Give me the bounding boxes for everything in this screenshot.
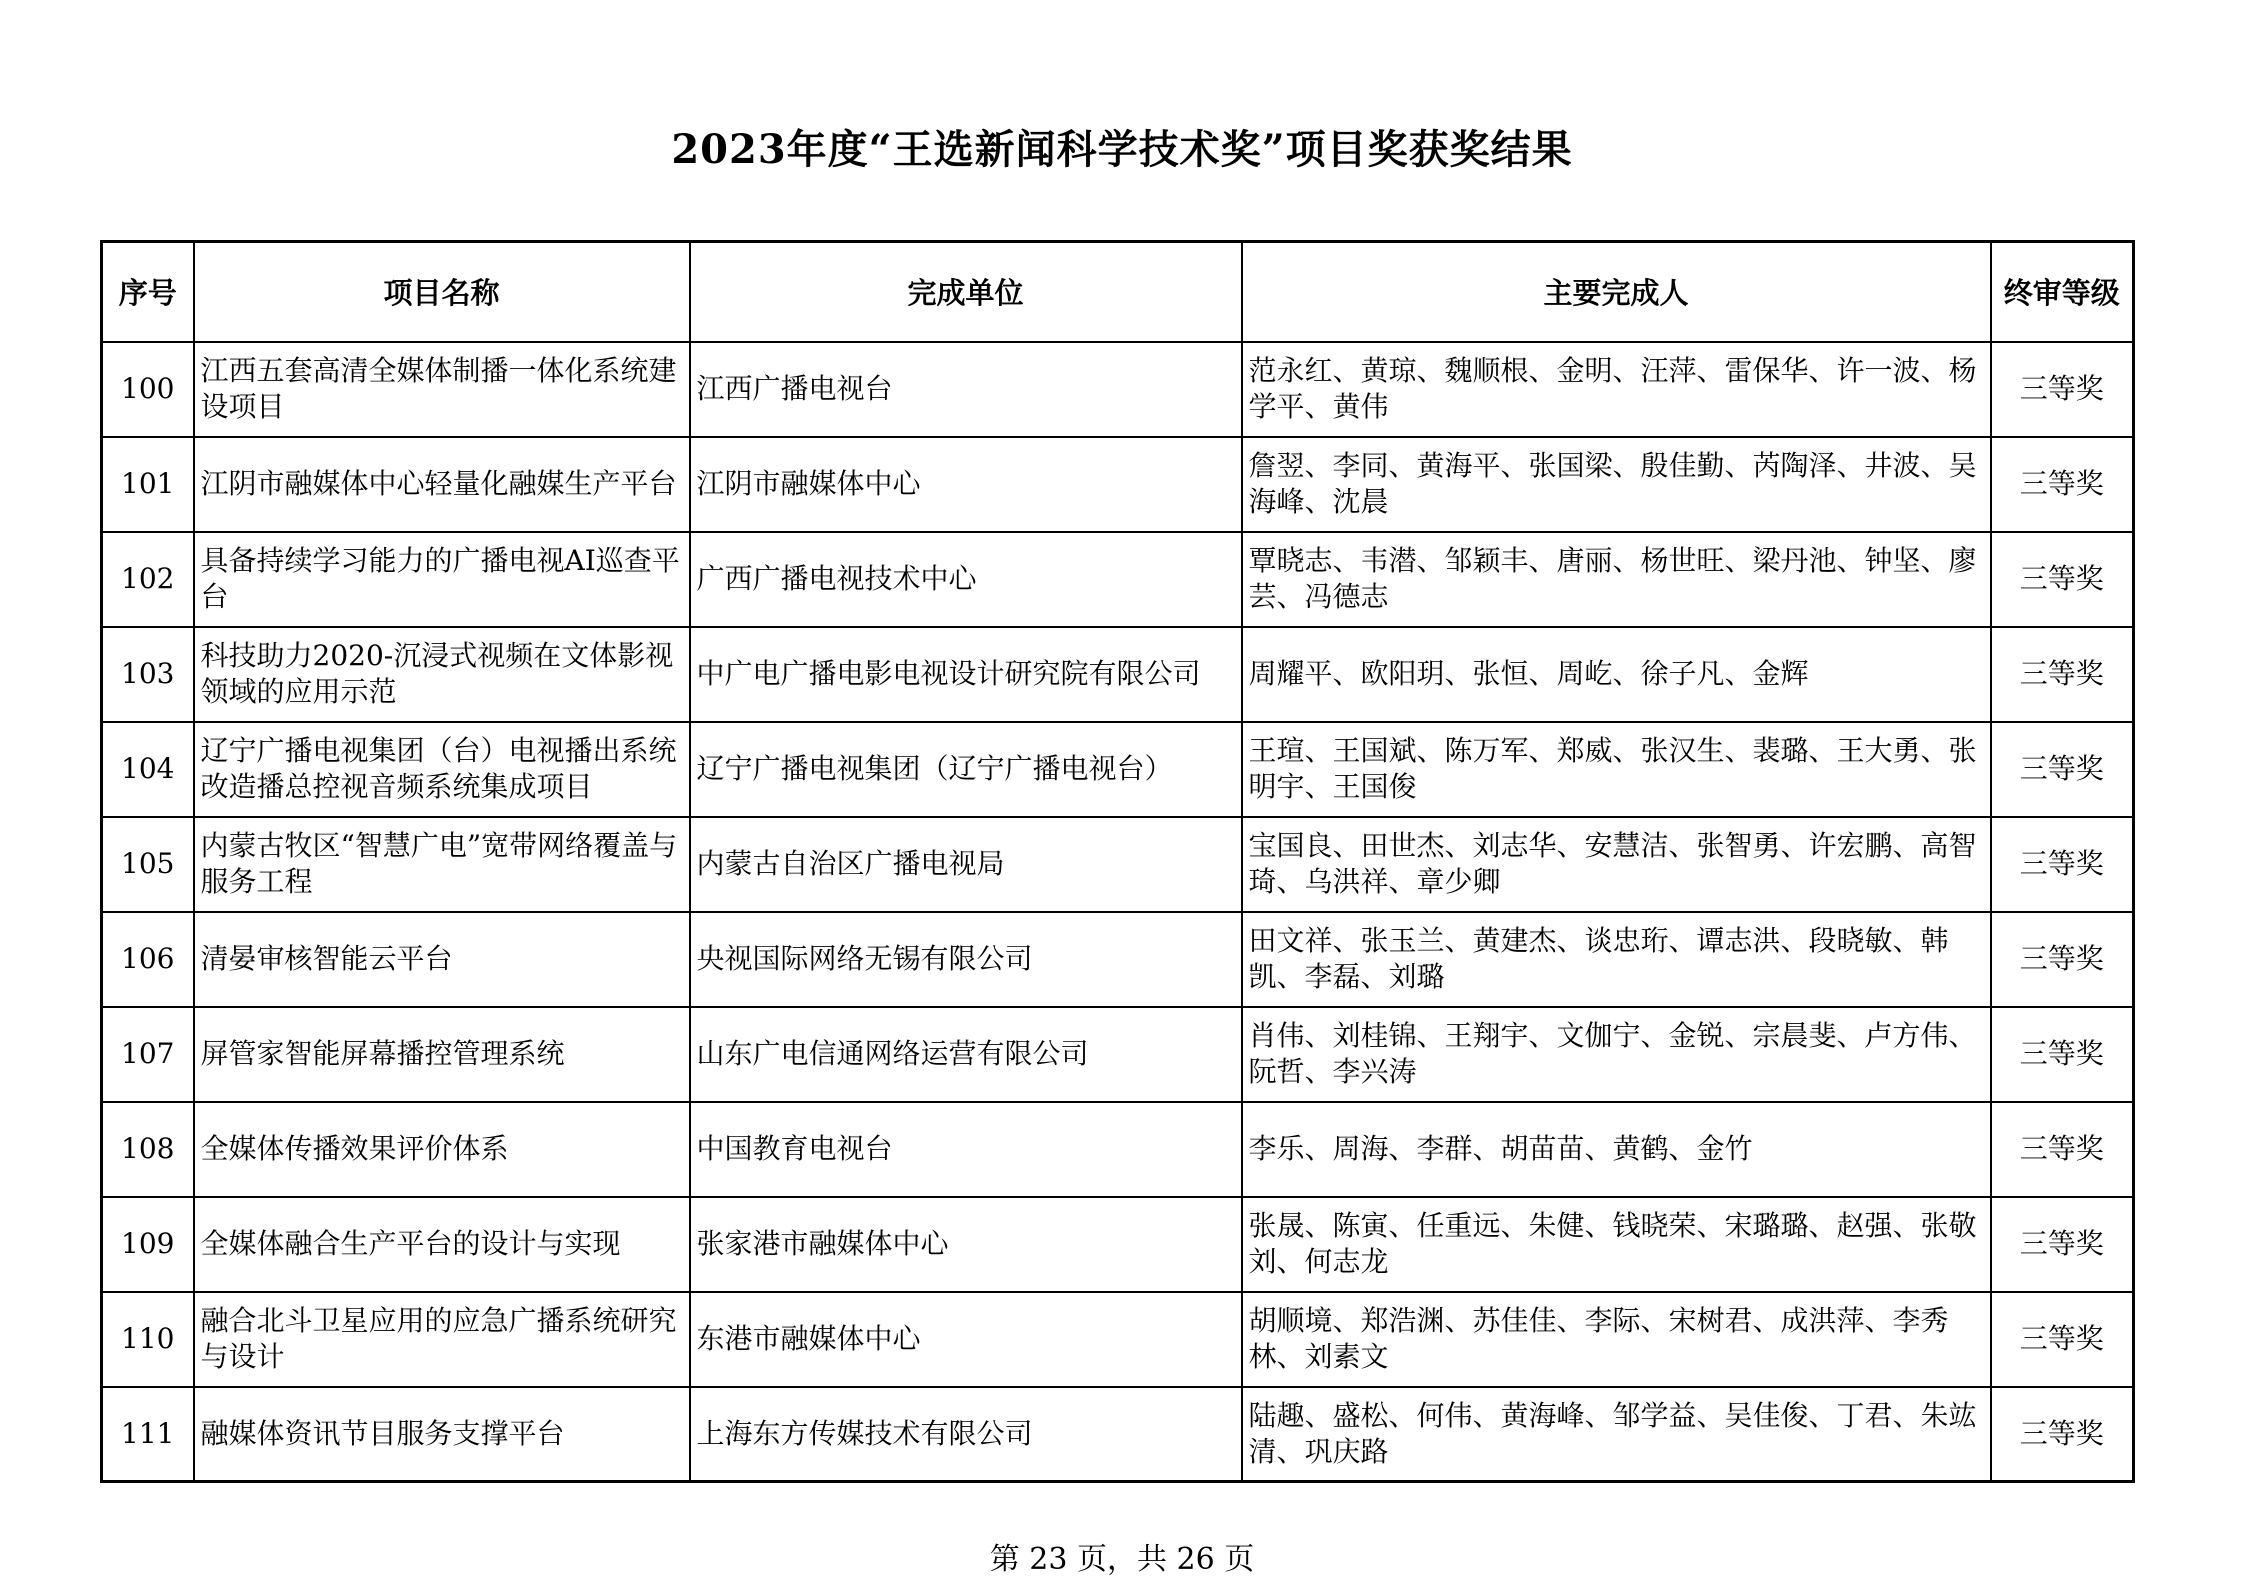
project-name: 辽宁广播电视集团（台）电视播出系统改造播总控视音频系统集成项目: [194, 722, 690, 817]
table-header-row: [102, 242, 2134, 342]
final-grade: 三等奖: [1991, 627, 2134, 722]
final-grade: 三等奖: [1991, 437, 2134, 532]
header-people: 主要完成人: [1242, 242, 1991, 342]
main-contributors: 李乐、周海、李群、胡苗苗、黄鹤、金竹: [1242, 1102, 1991, 1197]
table-row: [102, 1007, 2134, 1102]
main-contributors: 詹翌、李同、黄海平、张国梁、殷佳勤、芮陶泽、井波、吴海峰、沈晨: [1242, 437, 1991, 532]
row-number: 106: [102, 912, 194, 1007]
row-number: 109: [102, 1197, 194, 1292]
project-name: 全媒体传播效果评价体系: [194, 1102, 690, 1197]
row-number: 104: [102, 722, 194, 817]
table-row: [102, 342, 2134, 437]
project-name: 内蒙古牧区“智慧广电”宽带网络覆盖与服务工程: [194, 817, 690, 912]
main-contributors: 陆趣、盛松、何伟、黄海峰、邹学益、吴佳俊、丁君、朱竑清、巩庆路: [1242, 1387, 1991, 1482]
row-number: 101: [102, 437, 194, 532]
main-contributors: 宝国良、田世杰、刘志华、安慧洁、张智勇、许宏鹏、高智琦、乌洪祥、章少卿: [1242, 817, 1991, 912]
header-grade: 终审等级: [1991, 242, 2134, 342]
completion-unit: 张家港市融媒体中心: [690, 1197, 1242, 1292]
final-grade: 三等奖: [1991, 1387, 2134, 1482]
project-name: 屏管家智能屏幕播控管理系统: [194, 1007, 690, 1102]
project-name: 清晏审核智能云平台: [194, 912, 690, 1007]
project-name: 融媒体资讯节目服务支撑平台: [194, 1387, 690, 1482]
final-grade: 三等奖: [1991, 722, 2134, 817]
final-grade: 三等奖: [1991, 912, 2134, 1007]
final-grade: 三等奖: [1991, 1102, 2134, 1197]
completion-unit: 内蒙古自治区广播电视局: [690, 817, 1242, 912]
table-row: [102, 437, 2134, 532]
main-contributors: 胡顺境、郑浩渊、苏佳佳、李际、宋树君、成洪萍、李秀林、刘素文: [1242, 1292, 1991, 1387]
row-number: 103: [102, 627, 194, 722]
row-number: 110: [102, 1292, 194, 1387]
row-number: 102: [102, 532, 194, 627]
final-grade: 三等奖: [1991, 1292, 2134, 1387]
project-name: 具备持续学习能力的广播电视AI巡查平台: [194, 532, 690, 627]
header-number: 序号: [102, 242, 194, 342]
completion-unit: 东港市融媒体中心: [690, 1292, 1242, 1387]
completion-unit: 上海东方传媒技术有限公司: [690, 1387, 1242, 1482]
completion-unit: 央视国际网络无锡有限公司: [690, 912, 1242, 1007]
table-row: [102, 1387, 2134, 1482]
row-number: 108: [102, 1102, 194, 1197]
row-number: 105: [102, 817, 194, 912]
table-row: [102, 912, 2134, 1007]
final-grade: 三等奖: [1991, 342, 2134, 437]
table-row: [102, 1197, 2134, 1292]
table-row: [102, 627, 2134, 722]
row-number: 100: [102, 342, 194, 437]
final-grade: 三等奖: [1991, 1007, 2134, 1102]
completion-unit: 广西广播电视技术中心: [690, 532, 1242, 627]
main-contributors: 张晟、陈寅、任重远、朱健、钱晓荣、宋璐璐、赵强、张敬刘、何志龙: [1242, 1197, 1991, 1292]
page-title: 2023年度“王选新闻科学技术奖”项目奖获奖结果: [671, 126, 1573, 173]
project-name: 江阴市融媒体中心轻量化融媒生产平台: [194, 437, 690, 532]
final-grade: 三等奖: [1991, 532, 2134, 627]
awards-table: [100, 240, 2135, 1483]
main-contributors: 王瑄、王国斌、陈万军、郑威、张汉生、裴璐、王大勇、张明宇、王国俊: [1242, 722, 1991, 817]
row-number: 111: [102, 1387, 194, 1482]
table-row: [102, 532, 2134, 627]
row-number: 107: [102, 1007, 194, 1102]
completion-unit: 中国教育电视台: [690, 1102, 1242, 1197]
table-row: [102, 722, 2134, 817]
final-grade: 三等奖: [1991, 817, 2134, 912]
completion-unit: 中广电广播电影电视设计研究院有限公司: [690, 627, 1242, 722]
table-row: [102, 1292, 2134, 1387]
project-name: 江西五套高清全媒体制播一体化系统建设项目: [194, 342, 690, 437]
completion-unit: 江西广播电视台: [690, 342, 1242, 437]
header-project-name: 项目名称: [194, 242, 690, 342]
main-contributors: 肖伟、刘桂锦、王翔宇、文伽宁、金锐、宗晨斐、卢方伟、阮哲、李兴涛: [1242, 1007, 1991, 1102]
main-contributors: 覃晓志、韦潜、邹颖丰、唐丽、杨世旺、梁丹池、钟坚、廖芸、冯德志: [1242, 532, 1991, 627]
header-unit: 完成单位: [690, 242, 1242, 342]
main-contributors: 田文祥、张玉兰、黄建杰、谈忠珩、谭志洪、段晓敏、韩凯、李磊、刘璐: [1242, 912, 1991, 1007]
project-name: 全媒体融合生产平台的设计与实现: [194, 1197, 690, 1292]
final-grade: 三等奖: [1991, 1197, 2134, 1292]
completion-unit: 山东广电信通网络运营有限公司: [690, 1007, 1242, 1102]
project-name: 融合北斗卫星应用的应急广播系统研究与设计: [194, 1292, 690, 1387]
main-contributors: 周耀平、欧阳玥、张恒、周屹、徐子凡、金辉: [1242, 627, 1991, 722]
completion-unit: 辽宁广播电视集团（辽宁广播电视台）: [690, 722, 1242, 817]
table-row: [102, 1102, 2134, 1197]
table-row: [102, 817, 2134, 912]
project-name: 科技助力2020-沉浸式视频在文体影视领域的应用示范: [194, 627, 690, 722]
completion-unit: 江阴市融媒体中心: [690, 437, 1242, 532]
main-contributors: 范永红、黄琼、魏顺根、金明、汪萍、雷保华、许一波、杨学平、黄伟: [1242, 342, 1991, 437]
page-footer: 第 23 页，共 26 页: [989, 1542, 1255, 1577]
